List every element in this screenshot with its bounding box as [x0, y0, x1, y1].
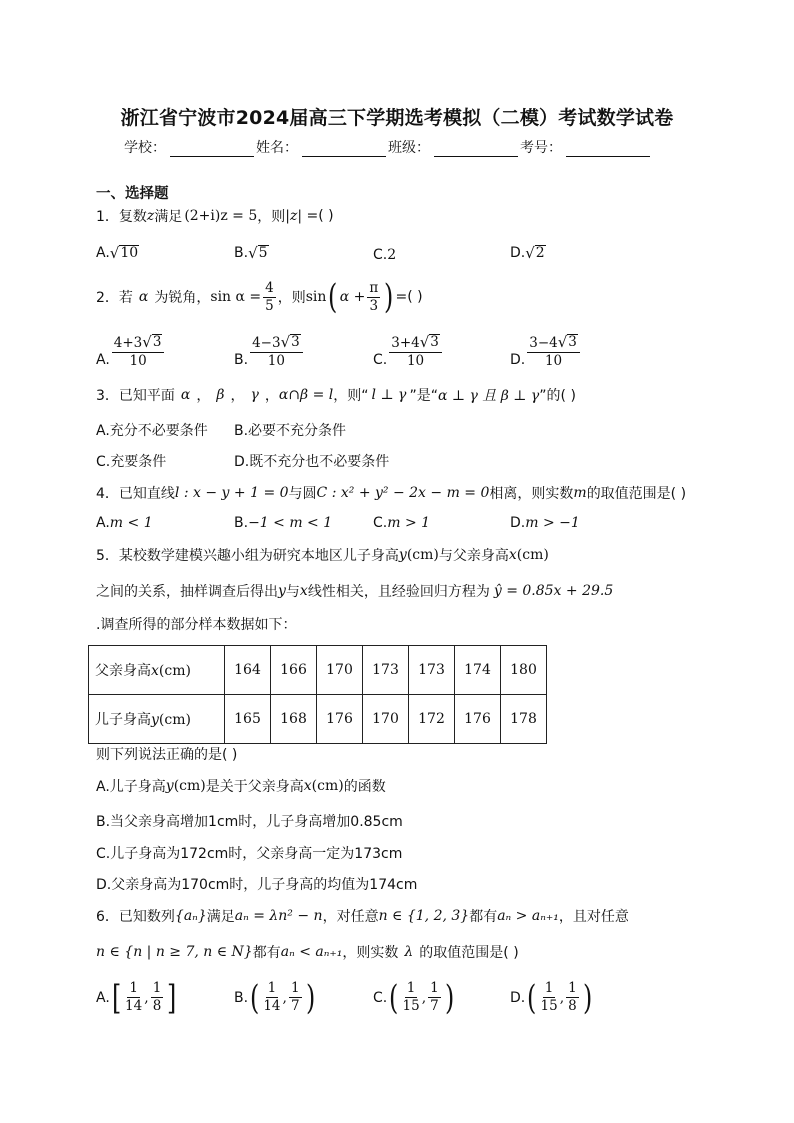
question-6-line-1: 6．已知数列 {aₙ} 满足 aₙ = λn² − n ，对任意 n ∈ {1, 2, 3} 都有 aₙ > aₙ₊₁ ，且对任意	[96, 908, 629, 925]
q6-option-d[interactable]: D. ( $\frac{1}{15}$ , $\frac{1}{8}$ )	[510, 977, 593, 1018]
table-cell: 173	[363, 646, 409, 695]
table-cell: 170	[363, 695, 409, 744]
row-header-son: 儿子身高y(cm)	[89, 695, 225, 744]
q2-option-a[interactable]: A. 4+3 √ 3 10	[96, 334, 166, 370]
q4-option-c[interactable]: C. m > 1	[373, 515, 431, 531]
q5-option-a[interactable]: A.儿子身高 y (cm) 是关于父亲身高 x (cm) 的函数	[96, 778, 386, 795]
q5-option-b[interactable]: B.当父亲身高增加1cm时，儿子身高增加0.85cm	[96, 814, 403, 830]
school-blank[interactable]	[170, 141, 254, 157]
table-cell: 178	[501, 695, 547, 744]
table-cell: 176	[317, 695, 363, 744]
student-info-row	[124, 137, 652, 157]
name-blank[interactable]	[302, 141, 386, 157]
row-header-father: 父亲身高x(cm)	[89, 646, 225, 695]
question-6-line-2: n ∈ {n | n ≥ 7, n ∈ N} 都有 aₙ < aₙ₊₁ ，则实数 λ 的取值范围是( )	[96, 944, 519, 961]
height-data-table	[88, 645, 547, 744]
q5-option-d[interactable]: D.父亲身高为170cm时，儿子身高的均值为174cm	[96, 877, 418, 893]
table-cell: 165	[225, 695, 271, 744]
q2-option-b[interactable]: B. 4−3 √ 3 10	[234, 334, 305, 370]
q4-option-a[interactable]: A. m < 1	[96, 515, 153, 531]
question-3: 3．已知平面 α ， β ， γ ， α∩β = l ，则“ l ⊥ γ ”是“ α ⊥ γ 且 β ⊥ γ ”的( )	[96, 387, 576, 404]
question-1: 1．复数 z 满足 (2+i)z = 5 ，则 |z| = ( )	[96, 208, 334, 225]
table-cell: 180	[501, 646, 547, 695]
q1-option-d[interactable]: D. √ 2	[510, 244, 545, 262]
q5-option-c[interactable]: C.儿子身高为172cm时，父亲身高一定为173cm	[96, 846, 403, 862]
table-cell: 164	[225, 646, 271, 695]
table-cell: 168	[271, 695, 317, 744]
question-5-line-2: 之间的关系，抽样调查后得出 y 与 x 线性相关，且经验回归方程为 ŷ = 0.85x + 29.5	[96, 583, 614, 600]
question-4: 4．已知直线 l : x − y + 1 = 0 与圆 C : x² + y² − 2x − m = 0 相离，则实数 m 的取值范围是( )	[96, 485, 687, 502]
q3-option-d[interactable]: D.既不充分也不必要条件	[234, 454, 390, 470]
school-label: 学校：	[124, 140, 166, 156]
q1-option-c[interactable]: C. 2	[373, 247, 397, 263]
q3-option-c[interactable]: C.充要条件	[96, 454, 167, 470]
question-5-line-3: .调查所得的部分样本数据如下：	[96, 617, 297, 633]
number-label: 考号：	[520, 140, 562, 156]
question-5-line-1: 5．某校数学建模兴趣小组为研究本地区儿子身高 y (cm) 与父亲身高 x (cm)	[96, 547, 549, 564]
q6-option-b[interactable]: B. ( $\frac{1}{14}$ , $\frac{1}{7}$ )	[234, 977, 315, 1018]
q4-option-b[interactable]: B. −1 < m < 1	[234, 515, 333, 531]
q6-option-a[interactable]: A. [ $\frac{1}{14}$ , $\frac{1}{8}$ ]	[96, 977, 177, 1018]
question-2: 2．若 α 为锐角， sin α = $\frac{4}{5}$ ，则 sin ( α + $\frac{\pi}{3}$ ) =( )	[96, 277, 423, 317]
q1-option-a[interactable]: A. √ 10	[96, 244, 139, 262]
class-label: 班级：	[388, 140, 430, 156]
name-label: 姓名：	[256, 140, 298, 156]
table-row-son	[89, 695, 547, 744]
section-heading: 一、选择题	[96, 186, 169, 202]
page-title: 浙江省宁波市2024届高三下学期选考模拟（二模）考试数学试卷	[120, 107, 674, 129]
class-blank[interactable]	[434, 141, 518, 157]
q1-option-b[interactable]: B. √ 5	[234, 244, 268, 262]
table-cell: 170	[317, 646, 363, 695]
q3-option-b[interactable]: B.必要不充分条件	[234, 423, 347, 439]
table-cell: 176	[455, 695, 501, 744]
q6-option-c[interactable]: C. ( $\frac{1}{15}$ , $\frac{1}{7}$ )	[373, 977, 455, 1018]
q2-option-d[interactable]: D. 3−4 √ 3 10	[510, 334, 582, 370]
q4-option-d[interactable]: D. m > −1	[510, 515, 580, 531]
question-5-ask: 则下列说法正确的是( )	[96, 747, 238, 763]
table-cell: 166	[271, 646, 317, 695]
number-blank[interactable]	[566, 141, 650, 157]
table-row-father	[89, 646, 547, 695]
table-cell: 173	[409, 646, 455, 695]
table-cell: 174	[455, 646, 501, 695]
q3-option-a[interactable]: A.充分不必要条件	[96, 423, 208, 439]
q2-option-c[interactable]: C. 3+4 √ 3 10	[373, 334, 444, 370]
table-cell: 172	[409, 695, 455, 744]
